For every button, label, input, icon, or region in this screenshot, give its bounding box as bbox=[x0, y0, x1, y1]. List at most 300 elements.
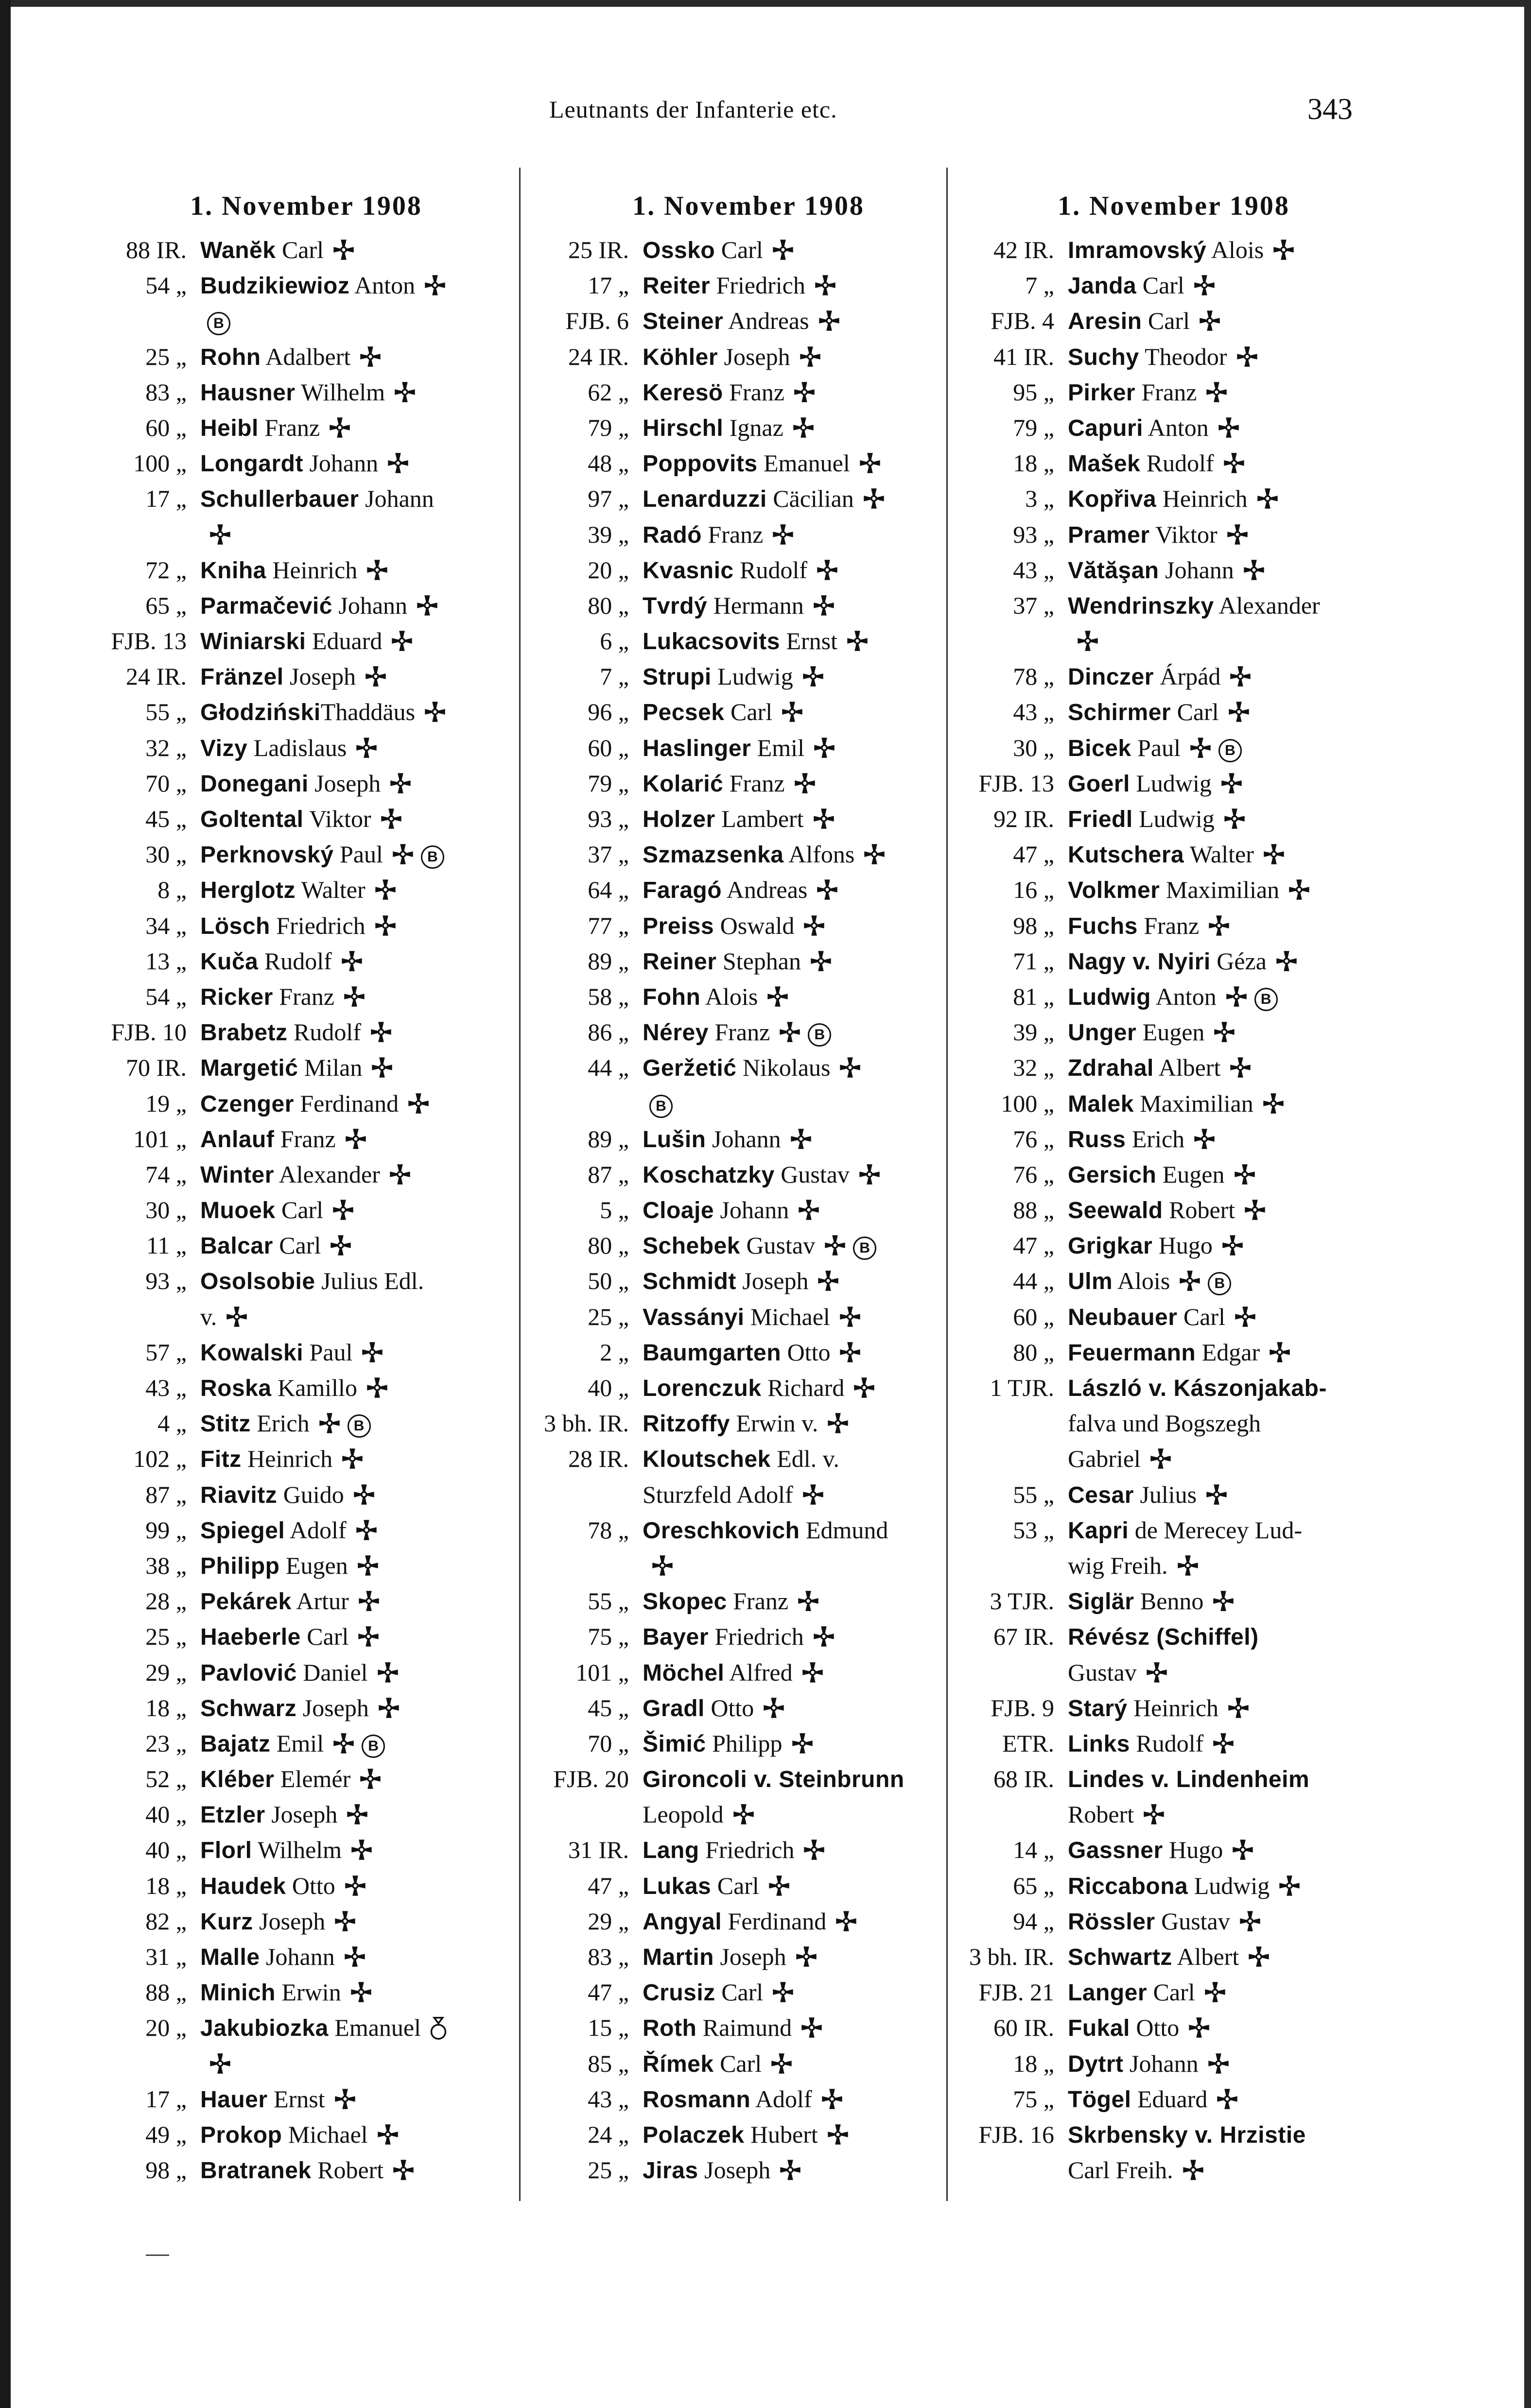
entry-row bbox=[965, 2046, 1383, 2081]
regiment-number: 45 „ bbox=[145, 805, 187, 832]
regiment-number: FJB. 4 bbox=[991, 307, 1054, 335]
jubilee-cross-icon bbox=[329, 413, 351, 435]
surname: Dinczer bbox=[1068, 664, 1154, 690]
officer-name bbox=[200, 1583, 515, 1619]
entry-row bbox=[965, 801, 1383, 837]
jubilee-cross-icon bbox=[374, 875, 397, 897]
given-name: Ernst bbox=[780, 627, 837, 655]
given-name: Ludwig bbox=[711, 663, 793, 690]
surname: Grigkar bbox=[1068, 1233, 1153, 1259]
entry-row bbox=[97, 872, 515, 908]
jubilee-cross-icon bbox=[334, 2084, 356, 2107]
regiment-number bbox=[965, 1441, 1068, 1477]
surname: Kowalski bbox=[200, 1340, 304, 1366]
regiment-number bbox=[539, 1797, 643, 1832]
given-name: falva und Bogszegh bbox=[1068, 1410, 1261, 1437]
officer-name bbox=[643, 2010, 957, 2046]
officer-name bbox=[1068, 446, 1383, 481]
jubilee-cross-icon bbox=[209, 2049, 231, 2071]
regiment-number bbox=[965, 1406, 1068, 1441]
entry-row bbox=[97, 1157, 515, 1192]
officer-name bbox=[200, 1868, 515, 1904]
column-1 bbox=[97, 189, 515, 2188]
entry-row bbox=[965, 1015, 1383, 1050]
given-name: Heinrich bbox=[1127, 1694, 1219, 1721]
entry-row bbox=[539, 1513, 957, 1548]
surname: Martin bbox=[643, 1944, 714, 1970]
jubilee-cross-icon bbox=[361, 1338, 383, 1360]
jubilee-cross-icon bbox=[1269, 1338, 1291, 1360]
entry-row bbox=[965, 2117, 1383, 2152]
officer-name bbox=[200, 517, 515, 552]
entry-row bbox=[97, 1370, 515, 1406]
jubilee-cross-icon bbox=[1232, 1835, 1254, 1858]
circled-b-badge: B bbox=[1218, 739, 1242, 762]
entry-row bbox=[539, 375, 957, 410]
officer-name bbox=[643, 694, 957, 730]
jubilee-cross-icon bbox=[1220, 769, 1243, 791]
given-name: Sturzfeld Adolf bbox=[643, 1480, 793, 1508]
footer-mark bbox=[146, 2254, 169, 2256]
given-name: Viktor bbox=[303, 805, 371, 832]
officer-name bbox=[200, 1513, 515, 1548]
entry-row bbox=[97, 1939, 515, 1975]
officer-name bbox=[200, 872, 515, 908]
regiment-number: 80 „ bbox=[1013, 1338, 1054, 1366]
regiment-number: 44 „ bbox=[588, 1054, 629, 1082]
jubilee-cross-icon bbox=[377, 1658, 399, 1680]
given-name: Ludwig bbox=[1188, 1872, 1270, 1899]
regiment-number: 25 „ bbox=[145, 343, 187, 370]
surname: Lukacsovits bbox=[643, 629, 780, 655]
entry-row bbox=[97, 588, 515, 623]
regiment-number: 18 „ bbox=[145, 1694, 187, 1721]
jubilee-cross-icon bbox=[1263, 840, 1285, 862]
surname: Zdrahal bbox=[1068, 1055, 1154, 1082]
surname: Reiter bbox=[643, 273, 711, 299]
officer-name bbox=[1068, 659, 1383, 694]
entry-row bbox=[539, 446, 957, 481]
given-name: Johann bbox=[706, 1125, 781, 1152]
officer-name bbox=[1068, 2046, 1383, 2081]
officer-name bbox=[1068, 1263, 1383, 1299]
surname: Prokop bbox=[200, 2122, 282, 2148]
jubilee-cross-icon bbox=[1223, 448, 1245, 471]
jubilee-cross-icon bbox=[651, 1551, 674, 1573]
given-name: Alexander bbox=[274, 1160, 380, 1188]
entry-row bbox=[539, 837, 957, 872]
entry-row bbox=[539, 2010, 957, 2046]
regiment-number: 87 „ bbox=[145, 1480, 187, 1508]
surname: Skopec bbox=[643, 1589, 727, 1615]
surname: Fuchs bbox=[1068, 913, 1138, 939]
given-name: Theodor bbox=[1139, 343, 1227, 370]
officer-name bbox=[643, 1619, 957, 1654]
surname: Etzler bbox=[200, 1802, 265, 1828]
given-name: Carl bbox=[276, 236, 324, 263]
officer-name bbox=[1068, 552, 1383, 588]
jubilee-cross-icon bbox=[779, 2155, 801, 2178]
entry-row bbox=[965, 339, 1383, 375]
jubilee-cross-icon bbox=[355, 1515, 378, 1538]
regiment-number: 30 „ bbox=[145, 1196, 187, 1224]
officer-name bbox=[643, 1655, 957, 1690]
entry-row bbox=[965, 1370, 1383, 1406]
given-name: Alexander bbox=[1214, 591, 1320, 619]
jubilee-cross-icon bbox=[1275, 946, 1298, 969]
regiment-number bbox=[97, 517, 200, 552]
regiment-number: 28 IR. bbox=[568, 1445, 629, 1473]
regiment-number: 6 „ bbox=[600, 627, 629, 655]
regiment-number: 93 „ bbox=[1013, 520, 1054, 548]
surname: Rosmann bbox=[643, 2086, 751, 2113]
entry-row bbox=[97, 1513, 515, 1548]
entry-row bbox=[965, 2152, 1383, 2188]
jubilee-cross-icon bbox=[1234, 1302, 1256, 1324]
given-name: Franz bbox=[708, 1018, 770, 1046]
regiment-number: 8 „ bbox=[157, 876, 187, 904]
regiment-number: 83 „ bbox=[588, 1943, 629, 1970]
entry-row bbox=[97, 979, 515, 1015]
officer-name bbox=[643, 837, 957, 872]
regiment-number: FJB. 16 bbox=[978, 2120, 1054, 2148]
jubilee-cross-icon bbox=[1262, 1089, 1285, 1111]
entry-row bbox=[97, 1299, 515, 1335]
officer-name bbox=[1068, 1370, 1383, 1406]
officer-name bbox=[1068, 2152, 1383, 2188]
regiment-number: 89 „ bbox=[588, 947, 629, 975]
entry-row bbox=[965, 1263, 1383, 1299]
officer-name bbox=[200, 1086, 515, 1121]
surname: Vassányi bbox=[643, 1304, 745, 1330]
given-name: Heinrich bbox=[1156, 485, 1248, 513]
given-name: Adolf bbox=[285, 1516, 347, 1544]
officer-name bbox=[200, 2010, 515, 2046]
jubilee-cross-icon bbox=[353, 1480, 375, 1502]
entry-row bbox=[965, 1157, 1383, 1192]
given-name: Carl bbox=[715, 1978, 764, 2006]
jubilee-cross-icon bbox=[817, 1266, 839, 1289]
officer-name bbox=[643, 1975, 957, 2010]
regiment-number: ETR. bbox=[1002, 1729, 1054, 1757]
entry-row bbox=[539, 1904, 957, 1939]
given-name: Guido bbox=[277, 1480, 344, 1508]
officer-name bbox=[643, 766, 957, 801]
given-name: Alois bbox=[1113, 1267, 1170, 1295]
officer-name bbox=[643, 1939, 957, 1975]
regiment-number: 79 „ bbox=[588, 413, 629, 441]
officer-name bbox=[200, 908, 515, 944]
surname: Volkmer bbox=[1068, 877, 1160, 904]
jubilee-cross-icon bbox=[209, 520, 231, 542]
regiment-number: 30 „ bbox=[145, 841, 187, 868]
jubilee-cross-icon bbox=[370, 1017, 392, 1040]
running-title: Leutnants der Infanterie etc. bbox=[549, 96, 837, 123]
jubilee-cross-icon bbox=[770, 2049, 793, 2071]
column-2 bbox=[539, 189, 957, 2188]
given-name: Franz bbox=[723, 769, 785, 797]
given-name: Julius Edl. bbox=[315, 1267, 424, 1295]
entry-row bbox=[97, 1904, 515, 1939]
jubilee-cross-icon bbox=[816, 555, 838, 578]
entry-row bbox=[539, 232, 957, 268]
given-name: Rudolf bbox=[287, 1018, 361, 1046]
regiment-number: 88 „ bbox=[1013, 1196, 1054, 1224]
surname: Herglotz bbox=[200, 877, 296, 904]
jubilee-cross-icon bbox=[424, 271, 446, 293]
regiment-number: 17 „ bbox=[145, 485, 187, 513]
surname: Římek bbox=[643, 2051, 714, 2077]
surname: Heibl bbox=[200, 415, 259, 441]
surname: Fitz bbox=[200, 1446, 242, 1473]
officer-name bbox=[643, 1015, 957, 1050]
entry-row bbox=[539, 1050, 957, 1085]
jubilee-cross-icon bbox=[795, 1942, 818, 1964]
surname: Ulm bbox=[1068, 1269, 1113, 1295]
jubilee-cross-icon bbox=[791, 1729, 814, 1751]
regiment-number: 45 „ bbox=[588, 1694, 629, 1721]
entry-row bbox=[97, 517, 515, 552]
surname: Links bbox=[1068, 1731, 1130, 1757]
regiment-number: 37 „ bbox=[1013, 591, 1054, 619]
entry-row bbox=[965, 1050, 1383, 1085]
surname: Roth bbox=[643, 2015, 697, 2042]
officer-name bbox=[1068, 730, 1383, 766]
officer-name bbox=[1068, 872, 1383, 908]
jubilee-cross-icon bbox=[766, 982, 789, 1004]
regiment-number: 88 IR. bbox=[126, 236, 187, 263]
officer-name bbox=[643, 232, 957, 268]
jubilee-cross-icon bbox=[343, 982, 365, 1004]
given-name: Wilhelm bbox=[252, 1836, 342, 1864]
surname: Philipp bbox=[200, 1553, 280, 1579]
regiment-number: 19 „ bbox=[145, 1089, 187, 1117]
given-name: Erwin bbox=[276, 1978, 341, 2006]
regiment-number: 68 IR. bbox=[993, 1765, 1054, 1793]
officer-name bbox=[1068, 1299, 1383, 1335]
entry-row bbox=[97, 1335, 515, 1370]
given-name: Ludwig bbox=[1130, 769, 1212, 797]
given-name: Albert bbox=[1172, 1943, 1239, 1970]
jubilee-cross-icon bbox=[394, 378, 416, 400]
entry-row bbox=[965, 446, 1383, 481]
entry-row bbox=[539, 268, 957, 303]
entry-row bbox=[97, 1797, 515, 1832]
regiment-number: 3 TJR. bbox=[990, 1587, 1054, 1615]
surname: Gironcoli v. Steinbrunn bbox=[643, 1767, 905, 1793]
entry-row bbox=[539, 1548, 957, 1583]
surname: Goerl bbox=[1068, 771, 1130, 797]
entry-row bbox=[97, 1192, 515, 1228]
officer-name bbox=[1068, 1050, 1383, 1085]
given-name: Paul bbox=[1131, 734, 1181, 761]
scan-border-top bbox=[0, 0, 1531, 7]
surname: Cesar bbox=[1068, 1482, 1134, 1508]
jubilee-cross-icon bbox=[803, 1835, 825, 1858]
surname: Strupi bbox=[643, 664, 712, 690]
officer-name bbox=[200, 1228, 515, 1263]
entry-row bbox=[97, 303, 515, 339]
given-name: Joseph bbox=[253, 1907, 326, 1935]
officer-name bbox=[1068, 1975, 1383, 2010]
given-name: Hugo bbox=[1152, 1232, 1213, 1259]
officer-name bbox=[643, 268, 957, 303]
officer-name bbox=[200, 2046, 515, 2081]
jubilee-cross-icon bbox=[1188, 2013, 1210, 2035]
entry-row bbox=[539, 766, 957, 801]
entry-row bbox=[965, 552, 1383, 588]
surname: Schirmer bbox=[1068, 700, 1171, 726]
entry-row bbox=[97, 1655, 515, 1690]
jubilee-cross-icon bbox=[801, 1658, 824, 1680]
given-name: Otto bbox=[781, 1338, 831, 1366]
jubilee-cross-icon bbox=[389, 769, 412, 791]
surname: Anlauf bbox=[200, 1126, 275, 1152]
jubilee-cross-icon bbox=[839, 1053, 861, 1075]
jubilee-cross-icon bbox=[1236, 342, 1258, 364]
entry-row bbox=[965, 410, 1383, 446]
surname: Nérey bbox=[643, 1020, 709, 1046]
given-name: Joseph bbox=[714, 1943, 786, 1970]
surname: Unger bbox=[1068, 1020, 1137, 1046]
surname: Dytrt bbox=[1068, 2051, 1124, 2077]
surname: Gersich bbox=[1068, 1162, 1157, 1188]
regiment-number: 93 „ bbox=[588, 805, 629, 832]
entry-row bbox=[97, 944, 515, 979]
surname: Lindes v. Lindenheim bbox=[1068, 1767, 1310, 1793]
given-name: Otto bbox=[286, 1872, 335, 1899]
given-name: Walter bbox=[296, 876, 365, 904]
given-name: Heinrich bbox=[266, 556, 358, 584]
entry-row bbox=[965, 694, 1383, 730]
surname: Bicek bbox=[1068, 735, 1131, 761]
given-name: Friedrich bbox=[270, 912, 365, 939]
entry-row bbox=[539, 517, 957, 552]
entry-row bbox=[965, 944, 1383, 979]
regiment-number: 54 „ bbox=[145, 982, 187, 1010]
given-name: Edgar bbox=[1196, 1338, 1260, 1366]
jubilee-cross-icon bbox=[392, 840, 414, 862]
entry-row bbox=[965, 872, 1383, 908]
regiment-number: 72 „ bbox=[145, 556, 187, 584]
jubilee-cross-icon bbox=[1244, 1195, 1266, 1218]
circled-b-badge: B bbox=[808, 1023, 831, 1047]
surname: Donegani bbox=[200, 771, 309, 797]
regiment-number: 40 „ bbox=[145, 1801, 187, 1828]
regiment-number: 11 „ bbox=[146, 1232, 187, 1259]
officer-name bbox=[643, 1121, 957, 1157]
regiment-number: 3 bh. IR. bbox=[544, 1410, 629, 1437]
entry-row bbox=[97, 1726, 515, 1761]
entry-row bbox=[965, 1086, 1383, 1121]
regiment-number: 47 „ bbox=[588, 1872, 629, 1899]
jubilee-cross-icon bbox=[732, 1800, 755, 1822]
officer-name bbox=[200, 1904, 515, 1939]
entry-row bbox=[97, 1406, 515, 1441]
surname: Rohn bbox=[200, 344, 261, 370]
officer-name bbox=[200, 1619, 515, 1654]
jubilee-cross-icon bbox=[827, 2120, 849, 2142]
surname: Holzer bbox=[643, 807, 715, 832]
officer-name bbox=[643, 1406, 957, 1441]
officer-name bbox=[200, 1832, 515, 1868]
scan-border-left bbox=[0, 0, 11, 2408]
surname: Haeberle bbox=[200, 1624, 301, 1651]
surname: Lukas bbox=[643, 1873, 712, 1899]
entry-row bbox=[97, 1832, 515, 1868]
jubilee-cross-icon bbox=[1077, 626, 1099, 649]
surname: Lušin bbox=[643, 1126, 706, 1152]
regiment-number: 38 „ bbox=[145, 1551, 187, 1579]
regiment-number: 95 „ bbox=[1013, 378, 1054, 406]
entry-row bbox=[97, 623, 515, 659]
entry-row bbox=[97, 2152, 515, 2188]
entry-row bbox=[539, 979, 957, 1015]
surname: Goltental bbox=[200, 807, 304, 832]
regiment-number: 40 „ bbox=[145, 1836, 187, 1864]
jubilee-cross-icon bbox=[377, 2120, 399, 2142]
jubilee-cross-icon bbox=[1223, 804, 1246, 826]
entry-row bbox=[539, 908, 957, 944]
given-name: Julius bbox=[1133, 1480, 1197, 1508]
officer-name bbox=[200, 446, 515, 481]
officer-name bbox=[200, 481, 515, 516]
jubilee-cross-icon bbox=[802, 662, 824, 684]
surname: Lenarduzzi bbox=[643, 486, 767, 513]
jubilee-cross-icon bbox=[366, 555, 388, 578]
regiment-number: 3 bh. IR. bbox=[969, 1943, 1054, 1970]
regiment-number: FJB. 13 bbox=[111, 627, 187, 655]
jubilee-cross-icon bbox=[358, 1586, 380, 1609]
entry-row bbox=[97, 1761, 515, 1797]
regiment-number: 43 „ bbox=[1013, 698, 1054, 726]
given-name: Cäcilian bbox=[766, 485, 854, 513]
entry-row bbox=[539, 1157, 957, 1192]
entry-row bbox=[965, 1121, 1383, 1157]
officer-name bbox=[200, 1975, 515, 2010]
entry-row bbox=[539, 1370, 957, 1406]
jubilee-cross-icon bbox=[374, 911, 397, 933]
regiment-number: 75 „ bbox=[1013, 2085, 1054, 2113]
officer-name bbox=[643, 1157, 957, 1192]
circled-b-badge: B bbox=[362, 1735, 385, 1758]
given-name: Andreas bbox=[722, 876, 808, 904]
regiment-number: 16 „ bbox=[1013, 876, 1054, 904]
surname: Kurz bbox=[200, 1909, 253, 1935]
officer-name bbox=[643, 1832, 957, 1868]
officer-name bbox=[643, 1513, 957, 1548]
surname: Polaczek bbox=[643, 2122, 745, 2148]
given-name: Albert bbox=[1153, 1054, 1221, 1082]
circled-b-badge: B bbox=[1208, 1272, 1231, 1295]
officer-name bbox=[1068, 1939, 1383, 1975]
entry-row bbox=[539, 1619, 957, 1654]
regiment-number: 53 „ bbox=[1013, 1516, 1054, 1544]
jubilee-cross-icon bbox=[346, 1800, 368, 1822]
surname: Bratranek bbox=[200, 2158, 312, 2184]
officer-name bbox=[1068, 1441, 1383, 1477]
given-name: Gustav bbox=[774, 1160, 850, 1188]
jubilee-cross-icon bbox=[827, 1409, 849, 1431]
jubilee-cross-icon bbox=[371, 1053, 393, 1075]
regiment-number: 2 „ bbox=[600, 1338, 629, 1366]
entry-row bbox=[965, 1299, 1383, 1335]
regiment-number: 25 „ bbox=[588, 1303, 629, 1330]
entry-row bbox=[97, 268, 515, 303]
surname: Stitz bbox=[200, 1411, 251, 1437]
surname: Bajatz bbox=[200, 1731, 271, 1757]
column-heading: 1. November 1908 bbox=[632, 191, 865, 221]
